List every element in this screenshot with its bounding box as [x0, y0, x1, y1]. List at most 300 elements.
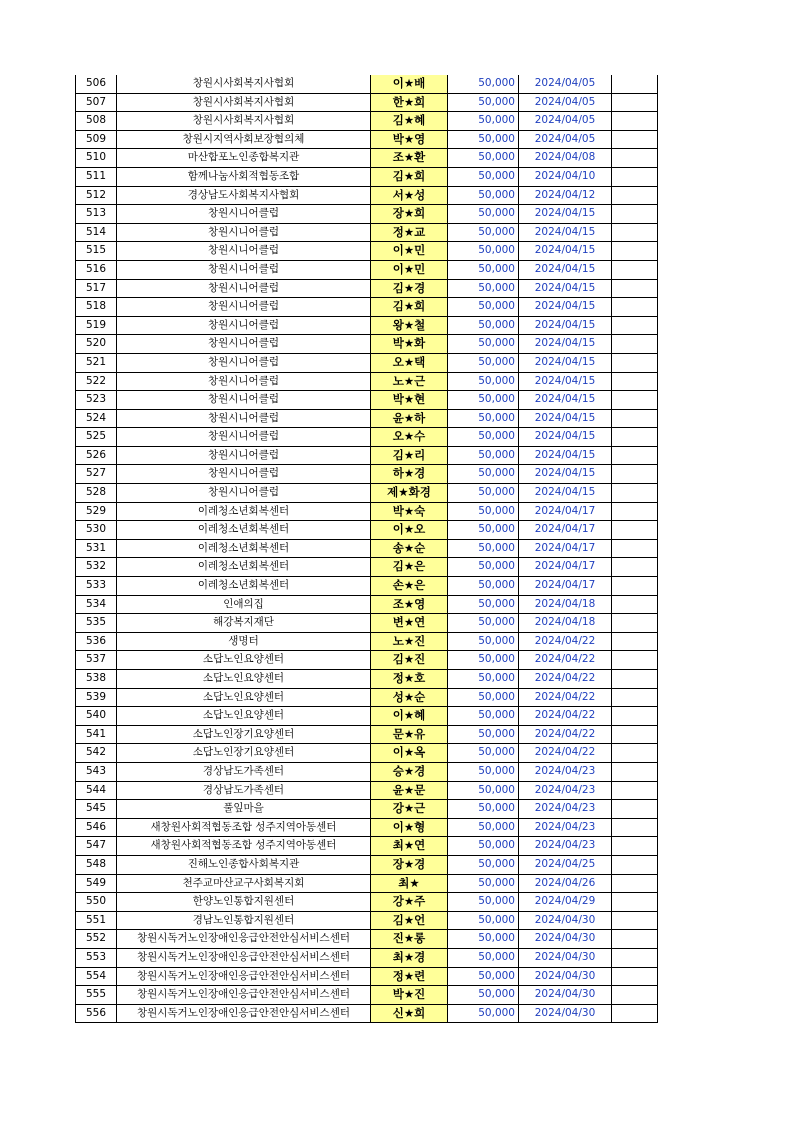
row-number-cell: 522	[76, 372, 117, 391]
note-cell	[612, 502, 658, 521]
donor-name-cell: 김★은	[371, 558, 448, 577]
amount-cell: 50,000	[448, 577, 519, 596]
donor-name-cell: 성★순	[371, 688, 448, 707]
table-row	[76, 800, 658, 819]
date-cell: 2024/04/05	[519, 130, 612, 149]
row-number-cell: 531	[76, 539, 117, 558]
amount-cell: 50,000	[448, 167, 519, 186]
row-number-cell: 510	[76, 149, 117, 168]
donor-name-cell: 박★숙	[371, 502, 448, 521]
date-cell: 2024/04/17	[519, 577, 612, 596]
organization-cell: 창원시니어클럽	[117, 260, 371, 279]
note-cell	[612, 948, 658, 967]
table-row	[76, 986, 658, 1005]
table-row	[76, 223, 658, 242]
date-cell: 2024/04/15	[519, 391, 612, 410]
donor-name-cell: 손★은	[371, 577, 448, 596]
amount-cell: 50,000	[448, 1004, 519, 1023]
note-cell	[612, 391, 658, 410]
date-cell: 2024/04/15	[519, 353, 612, 372]
donor-name-cell: 변★연	[371, 614, 448, 633]
row-number-cell: 514	[76, 223, 117, 242]
donor-name-cell: 강★주	[371, 893, 448, 912]
donor-name-cell: 박★현	[371, 391, 448, 410]
note-cell	[612, 279, 658, 298]
note-cell	[612, 242, 658, 261]
note-cell	[612, 372, 658, 391]
row-number-cell: 511	[76, 167, 117, 186]
amount-cell: 50,000	[448, 112, 519, 131]
donor-name-cell: 윤★하	[371, 409, 448, 428]
row-number-cell: 532	[76, 558, 117, 577]
note-cell	[612, 725, 658, 744]
date-cell: 2024/04/30	[519, 948, 612, 967]
row-number-cell: 547	[76, 837, 117, 856]
organization-cell: 창원시니어클럽	[117, 428, 371, 447]
organization-cell: 이레청소년회복센터	[117, 577, 371, 596]
organization-cell: 창원시사회복지사협회	[117, 75, 371, 93]
amount-cell: 50,000	[448, 837, 519, 856]
table-row	[76, 744, 658, 763]
organization-cell: 창원시니어클럽	[117, 316, 371, 335]
amount-cell: 50,000	[448, 781, 519, 800]
donor-name-cell: 김★희	[371, 167, 448, 186]
donor-name-cell: 문★유	[371, 725, 448, 744]
amount-cell: 50,000	[448, 967, 519, 986]
date-cell: 2024/04/08	[519, 149, 612, 168]
note-cell	[612, 260, 658, 279]
row-number-cell: 545	[76, 800, 117, 819]
amount-cell: 50,000	[448, 149, 519, 168]
row-number-cell: 512	[76, 186, 117, 205]
amount-cell: 50,000	[448, 670, 519, 689]
table-row	[76, 484, 658, 503]
amount-cell: 50,000	[448, 205, 519, 224]
donor-name-cell: 오★수	[371, 428, 448, 447]
table-row	[76, 75, 658, 93]
table-row	[76, 242, 658, 261]
date-cell: 2024/04/30	[519, 967, 612, 986]
organization-cell: 창원시독거노인장애인응급안전안심서비스센터	[117, 948, 371, 967]
row-number-cell: 546	[76, 818, 117, 837]
row-number-cell: 542	[76, 744, 117, 763]
organization-cell: 해강복지재단	[117, 614, 371, 633]
table-row	[76, 837, 658, 856]
note-cell	[612, 205, 658, 224]
table-row	[76, 446, 658, 465]
note-cell	[612, 93, 658, 112]
date-cell: 2024/04/23	[519, 818, 612, 837]
donor-name-cell: 박★화	[371, 335, 448, 354]
organization-cell: 경상남도가족센터	[117, 781, 371, 800]
date-cell: 2024/04/22	[519, 688, 612, 707]
note-cell	[612, 651, 658, 670]
row-number-cell: 525	[76, 428, 117, 447]
table-row	[76, 465, 658, 484]
organization-cell: 풀잎마을	[117, 800, 371, 819]
date-cell: 2024/04/10	[519, 167, 612, 186]
donor-name-cell: 승★경	[371, 762, 448, 781]
amount-cell: 50,000	[448, 391, 519, 410]
organization-cell: 창원시독거노인장애인응급안전안심서비스센터	[117, 1004, 371, 1023]
table-row	[76, 577, 658, 596]
date-cell: 2024/04/26	[519, 874, 612, 893]
organization-cell: 창원시니어클럽	[117, 372, 371, 391]
table-row	[76, 539, 658, 558]
table-row	[76, 911, 658, 930]
donor-name-cell: 노★근	[371, 372, 448, 391]
date-cell: 2024/04/30	[519, 1004, 612, 1023]
note-cell	[612, 149, 658, 168]
organization-cell: 창원시니어클럽	[117, 298, 371, 317]
amount-cell: 50,000	[448, 428, 519, 447]
date-cell: 2024/04/18	[519, 614, 612, 633]
row-number-cell: 509	[76, 130, 117, 149]
donor-name-cell: 최★연	[371, 837, 448, 856]
date-cell: 2024/04/22	[519, 725, 612, 744]
row-number-cell: 519	[76, 316, 117, 335]
note-cell	[612, 558, 658, 577]
donor-name-cell: 진★롱	[371, 930, 448, 949]
row-number-cell: 520	[76, 335, 117, 354]
table-row	[76, 874, 658, 893]
row-number-cell: 518	[76, 298, 117, 317]
note-cell	[612, 707, 658, 726]
date-cell: 2024/04/17	[519, 539, 612, 558]
organization-cell: 진해노인종합사회복지관	[117, 855, 371, 874]
row-number-cell: 551	[76, 911, 117, 930]
note-cell	[612, 800, 658, 819]
date-cell: 2024/04/17	[519, 558, 612, 577]
organization-cell: 경남노인통합지원센터	[117, 911, 371, 930]
date-cell: 2024/04/22	[519, 670, 612, 689]
table-row	[76, 614, 658, 633]
row-number-cell: 548	[76, 855, 117, 874]
organization-cell: 새창원사회적협동조합 성주지역아동센터	[117, 818, 371, 837]
row-number-cell: 527	[76, 465, 117, 484]
amount-cell: 50,000	[448, 316, 519, 335]
donor-name-cell: 정★호	[371, 670, 448, 689]
date-cell: 2024/04/15	[519, 372, 612, 391]
note-cell	[612, 484, 658, 503]
donor-name-cell: 강★근	[371, 800, 448, 819]
note-cell	[612, 167, 658, 186]
organization-cell: 이레청소년회복센터	[117, 521, 371, 540]
date-cell: 2024/04/22	[519, 632, 612, 651]
row-number-cell: 552	[76, 930, 117, 949]
donor-name-cell: 장★경	[371, 855, 448, 874]
table-row	[76, 205, 658, 224]
date-cell: 2024/04/22	[519, 707, 612, 726]
note-cell	[612, 762, 658, 781]
amount-cell: 50,000	[448, 298, 519, 317]
date-cell: 2024/04/05	[519, 93, 612, 112]
table-row	[76, 967, 658, 986]
organization-cell: 경상남도사회복지사협회	[117, 186, 371, 205]
note-cell	[612, 632, 658, 651]
amount-cell: 50,000	[448, 744, 519, 763]
donor-name-cell: 이★오	[371, 521, 448, 540]
date-cell: 2024/04/05	[519, 112, 612, 131]
amount-cell: 50,000	[448, 521, 519, 540]
note-cell	[612, 428, 658, 447]
amount-cell: 50,000	[448, 409, 519, 428]
note-cell	[612, 316, 658, 335]
donor-name-cell: 이★형	[371, 818, 448, 837]
row-number-cell: 554	[76, 967, 117, 986]
table-row	[76, 112, 658, 131]
amount-cell: 50,000	[448, 614, 519, 633]
table-row	[76, 930, 658, 949]
amount-cell: 50,000	[448, 595, 519, 614]
amount-cell: 50,000	[448, 223, 519, 242]
row-number-cell: 530	[76, 521, 117, 540]
organization-cell: 창원시독거노인장애인응급안전안심서비스센터	[117, 967, 371, 986]
row-number-cell: 556	[76, 1004, 117, 1023]
organization-cell: 창원시니어클럽	[117, 279, 371, 298]
organization-cell: 마산합포노인종합복지관	[117, 149, 371, 168]
amount-cell: 50,000	[448, 725, 519, 744]
donor-name-cell: 김★혜	[371, 112, 448, 131]
organization-cell: 함께나눔사회적협동조합	[117, 167, 371, 186]
amount-cell: 50,000	[448, 260, 519, 279]
note-cell	[612, 744, 658, 763]
table-row	[76, 558, 658, 577]
donor-name-cell: 조★환	[371, 149, 448, 168]
donor-name-cell: 조★영	[371, 595, 448, 614]
amount-cell: 50,000	[448, 502, 519, 521]
note-cell	[612, 893, 658, 912]
amount-cell: 50,000	[448, 465, 519, 484]
date-cell: 2024/04/30	[519, 911, 612, 930]
table-row	[76, 130, 658, 149]
date-cell: 2024/04/15	[519, 335, 612, 354]
donor-name-cell: 박★진	[371, 986, 448, 1005]
row-number-cell: 507	[76, 93, 117, 112]
date-cell: 2024/04/15	[519, 242, 612, 261]
note-cell	[612, 967, 658, 986]
note-cell	[612, 298, 658, 317]
amount-cell: 50,000	[448, 893, 519, 912]
table-row	[76, 781, 658, 800]
organization-cell: 창원시지역사회보장협의체	[117, 130, 371, 149]
organization-cell: 한양노인통합지원센터	[117, 893, 371, 912]
amount-cell: 50,000	[448, 75, 519, 93]
amount-cell: 50,000	[448, 948, 519, 967]
organization-cell: 경상남도가족센터	[117, 762, 371, 781]
row-number-cell: 529	[76, 502, 117, 521]
donor-name-cell: 이★민	[371, 260, 448, 279]
row-number-cell: 537	[76, 651, 117, 670]
amount-cell: 50,000	[448, 707, 519, 726]
donor-name-cell: 오★택	[371, 353, 448, 372]
table-row	[76, 502, 658, 521]
row-number-cell: 533	[76, 577, 117, 596]
donor-name-cell: 정★교	[371, 223, 448, 242]
note-cell	[612, 688, 658, 707]
donor-name-cell: 서★성	[371, 186, 448, 205]
organization-cell: 창원시니어클럽	[117, 465, 371, 484]
note-cell	[612, 930, 658, 949]
amount-cell: 50,000	[448, 335, 519, 354]
donor-name-cell: 노★진	[371, 632, 448, 651]
table-row	[76, 632, 658, 651]
organization-cell: 창원시사회복지사협회	[117, 112, 371, 131]
donor-name-cell: 최★	[371, 874, 448, 893]
table-row	[76, 1004, 658, 1023]
note-cell	[612, 335, 658, 354]
row-number-cell: 517	[76, 279, 117, 298]
amount-cell: 50,000	[448, 986, 519, 1005]
note-cell	[612, 911, 658, 930]
note-cell	[612, 614, 658, 633]
table-row	[76, 391, 658, 410]
amount-cell: 50,000	[448, 762, 519, 781]
amount-cell: 50,000	[448, 242, 519, 261]
note-cell	[612, 409, 658, 428]
amount-cell: 50,000	[448, 372, 519, 391]
organization-cell: 소답노인요양센터	[117, 688, 371, 707]
donor-name-cell: 송★순	[371, 539, 448, 558]
organization-cell: 창원시니어클럽	[117, 223, 371, 242]
note-cell	[612, 1004, 658, 1023]
organization-cell: 새창원사회적협동조합 성주지역아동센터	[117, 837, 371, 856]
note-cell	[612, 595, 658, 614]
organization-cell: 창원시니어클럽	[117, 353, 371, 372]
amount-cell: 50,000	[448, 484, 519, 503]
donor-name-cell: 박★영	[371, 130, 448, 149]
amount-cell: 50,000	[448, 632, 519, 651]
donor-name-cell: 이★민	[371, 242, 448, 261]
table-row	[76, 335, 658, 354]
date-cell: 2024/04/25	[519, 855, 612, 874]
table-row	[76, 93, 658, 112]
date-cell: 2024/04/12	[519, 186, 612, 205]
date-cell: 2024/04/30	[519, 986, 612, 1005]
date-cell: 2024/04/23	[519, 800, 612, 819]
row-number-cell: 515	[76, 242, 117, 261]
amount-cell: 50,000	[448, 911, 519, 930]
date-cell: 2024/04/15	[519, 446, 612, 465]
date-cell: 2024/04/15	[519, 279, 612, 298]
donor-name-cell: 신★희	[371, 1004, 448, 1023]
amount-cell: 50,000	[448, 446, 519, 465]
amount-cell: 50,000	[448, 93, 519, 112]
date-cell: 2024/04/18	[519, 595, 612, 614]
date-cell: 2024/04/29	[519, 893, 612, 912]
note-cell	[612, 75, 658, 93]
note-cell	[612, 223, 658, 242]
date-cell: 2024/04/15	[519, 465, 612, 484]
table-row	[76, 167, 658, 186]
donor-name-cell: 이★배	[371, 75, 448, 93]
table-row	[76, 279, 658, 298]
row-number-cell: 555	[76, 986, 117, 1005]
table-row	[76, 762, 658, 781]
organization-cell: 소답노인요양센터	[117, 651, 371, 670]
date-cell: 2024/04/17	[519, 502, 612, 521]
date-cell: 2024/04/05	[519, 75, 612, 93]
organization-cell: 소답노인요양센터	[117, 707, 371, 726]
row-number-cell: 513	[76, 205, 117, 224]
donor-name-cell: 김★경	[371, 279, 448, 298]
note-cell	[612, 874, 658, 893]
donor-name-cell: 정★련	[371, 967, 448, 986]
organization-cell: 이레청소년회복센터	[117, 502, 371, 521]
donor-name-cell: 하★경	[371, 465, 448, 484]
amount-cell: 50,000	[448, 353, 519, 372]
organization-cell: 생명터	[117, 632, 371, 651]
organization-cell: 창원시독거노인장애인응급안전안심서비스센터	[117, 930, 371, 949]
amount-cell: 50,000	[448, 688, 519, 707]
table-row	[76, 725, 658, 744]
table-row	[76, 707, 658, 726]
organization-cell: 창원시니어클럽	[117, 205, 371, 224]
organization-cell: 이레청소년회복센터	[117, 539, 371, 558]
row-number-cell: 535	[76, 614, 117, 633]
table-row	[76, 893, 658, 912]
date-cell: 2024/04/30	[519, 930, 612, 949]
table-row	[76, 670, 658, 689]
table-row	[76, 372, 658, 391]
row-number-cell: 543	[76, 762, 117, 781]
row-number-cell: 508	[76, 112, 117, 131]
organization-cell: 창원시니어클럽	[117, 484, 371, 503]
date-cell: 2024/04/22	[519, 651, 612, 670]
donor-name-cell: 장★희	[371, 205, 448, 224]
note-cell	[612, 446, 658, 465]
note-cell	[612, 577, 658, 596]
note-cell	[612, 855, 658, 874]
date-cell: 2024/04/15	[519, 409, 612, 428]
row-number-cell: 538	[76, 670, 117, 689]
note-cell	[612, 130, 658, 149]
table-row	[76, 298, 658, 317]
table-row	[76, 651, 658, 670]
date-cell: 2024/04/15	[519, 260, 612, 279]
row-number-cell: 506	[76, 75, 117, 93]
note-cell	[612, 539, 658, 558]
table-row	[76, 948, 658, 967]
organization-cell: 창원시니어클럽	[117, 242, 371, 261]
table-row	[76, 409, 658, 428]
row-number-cell: 550	[76, 893, 117, 912]
organization-cell: 소답노인장기요양센터	[117, 725, 371, 744]
table-row	[76, 595, 658, 614]
row-number-cell: 516	[76, 260, 117, 279]
row-number-cell: 526	[76, 446, 117, 465]
donor-name-cell: 이★혜	[371, 707, 448, 726]
organization-cell: 창원시니어클럽	[117, 335, 371, 354]
amount-cell: 50,000	[448, 186, 519, 205]
date-cell: 2024/04/17	[519, 521, 612, 540]
row-number-cell: 528	[76, 484, 117, 503]
donation-table	[75, 75, 658, 1023]
donor-name-cell: 최★경	[371, 948, 448, 967]
row-number-cell: 553	[76, 948, 117, 967]
row-number-cell: 541	[76, 725, 117, 744]
donor-name-cell: 윤★문	[371, 781, 448, 800]
organization-cell: 창원시독거노인장애인응급안전안심서비스센터	[117, 986, 371, 1005]
organization-cell: 천주교마산교구사회복지회	[117, 874, 371, 893]
organization-cell: 창원시니어클럽	[117, 391, 371, 410]
note-cell	[612, 818, 658, 837]
row-number-cell: 540	[76, 707, 117, 726]
date-cell: 2024/04/15	[519, 298, 612, 317]
date-cell: 2024/04/15	[519, 428, 612, 447]
row-number-cell: 534	[76, 595, 117, 614]
row-number-cell: 536	[76, 632, 117, 651]
